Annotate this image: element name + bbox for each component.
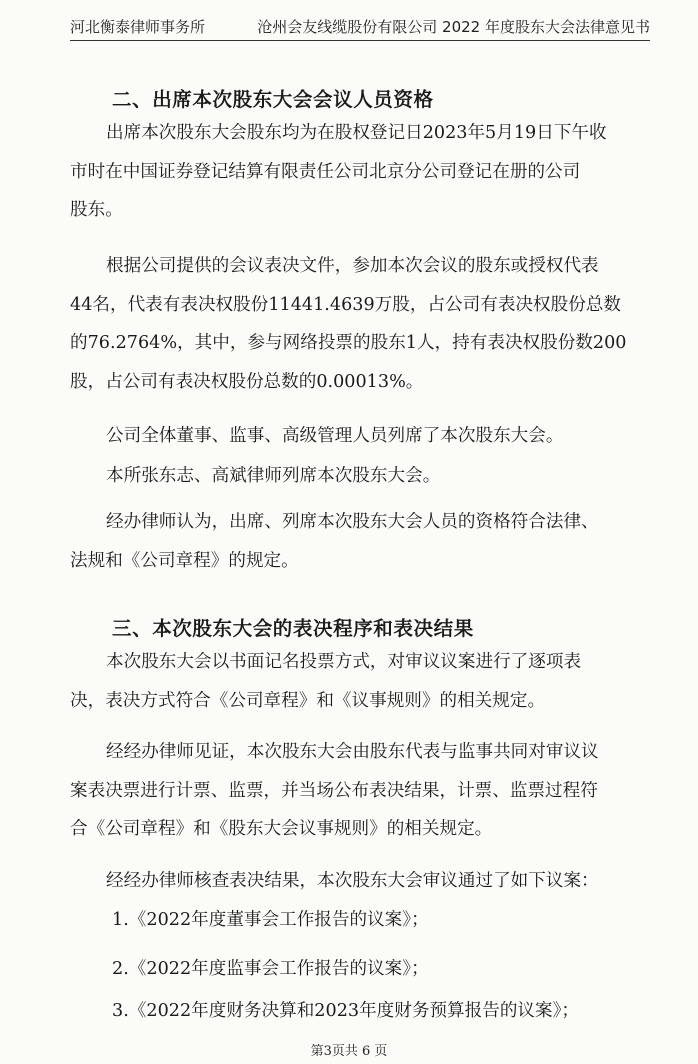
section-2-paragraph-3 (70, 417, 630, 456)
section-2-paragraph-2 (70, 247, 630, 401)
section-3-paragraph-3 (70, 862, 630, 901)
text-line: 本所张东志、高斌律师列席本次股东大会。 (106, 466, 441, 486)
text-line: 决，表决方式符合《公司章程》和《议事规则》的相关规定。 (70, 690, 546, 711)
text-line: 经经办律师见证，本次股东大会由股东代表与监事共同对审议议 (106, 742, 599, 762)
text-line: 根据公司提供的会议表决文件，参加本次会议的股东或授权代表 (106, 256, 599, 276)
section-3-heading: 三、本次股东大会的表决程序和表决结果 (112, 617, 474, 640)
text-line: 经办律师认为，出席、列席本次股东大会人员的资格符合法律、 (106, 512, 599, 532)
text-line: 出席本次股东大会股东均为在股权登记日2023年5月19日下午收 (106, 123, 607, 143)
text-line: 本次股东大会以书面记名投票方式，对审议议案进行了逐项表 (106, 652, 582, 672)
section-2-paragraph-1 (70, 114, 630, 230)
section-2-paragraph-5 (70, 503, 630, 580)
document-title: 沧州会友线缆股份有限公司 2022 年度股东大会法律意见书 (257, 18, 650, 36)
motion-item-1: 1.《2022年度董事会工作报告的议案》； (112, 910, 429, 930)
section-3-paragraph-1 (70, 643, 630, 720)
text-line: 股东。 (70, 200, 123, 220)
text-line: 44名，代表有表决权股份11441.4639万股，占公司有表决权股份总数 (70, 294, 621, 315)
text-line: 法规和《公司章程》的规定。 (70, 550, 299, 571)
text-line: 股，占公司有表决权股份总数的0.00013%。 (70, 371, 424, 392)
motion-item-2: 2.《2022年度监事会工作报告的议案》； (112, 959, 429, 979)
page-number: 第3页共 6 页 (310, 1044, 388, 1059)
motion-item-3: 3.《2022年度财务决算和2023年度财务预算报告的议案》； (112, 1001, 580, 1021)
section-3-paragraph-2 (70, 733, 630, 849)
text-line: 公司全体董事、监事、高级管理人员列席了本次股东大会。 (106, 426, 564, 446)
text-line: 的76.2764%，其中，参与网络投票的股东1人，持有表决权股份数200 (70, 333, 627, 353)
text-line: 市时在中国证券登记结算有限责任公司北京分公司登记在册的公司 (70, 161, 581, 182)
section-2-heading: 二、出席本次股东大会会议人员资格 (112, 88, 434, 111)
text-line: 经经办律师核查表决结果，本次股东大会审议通过了如下议案： (106, 871, 599, 891)
section-2-paragraph-4 (70, 457, 630, 496)
page-header (70, 14, 650, 41)
firm-name: 河北衡泰律师事务所 (70, 18, 206, 36)
text-line: 合《公司章程》和《股东大会议事规则》的相关规定。 (70, 819, 493, 839)
text-line: 案表决票进行计票、监票，并当场公布表决结果，计票、监票过程符 (70, 780, 598, 801)
